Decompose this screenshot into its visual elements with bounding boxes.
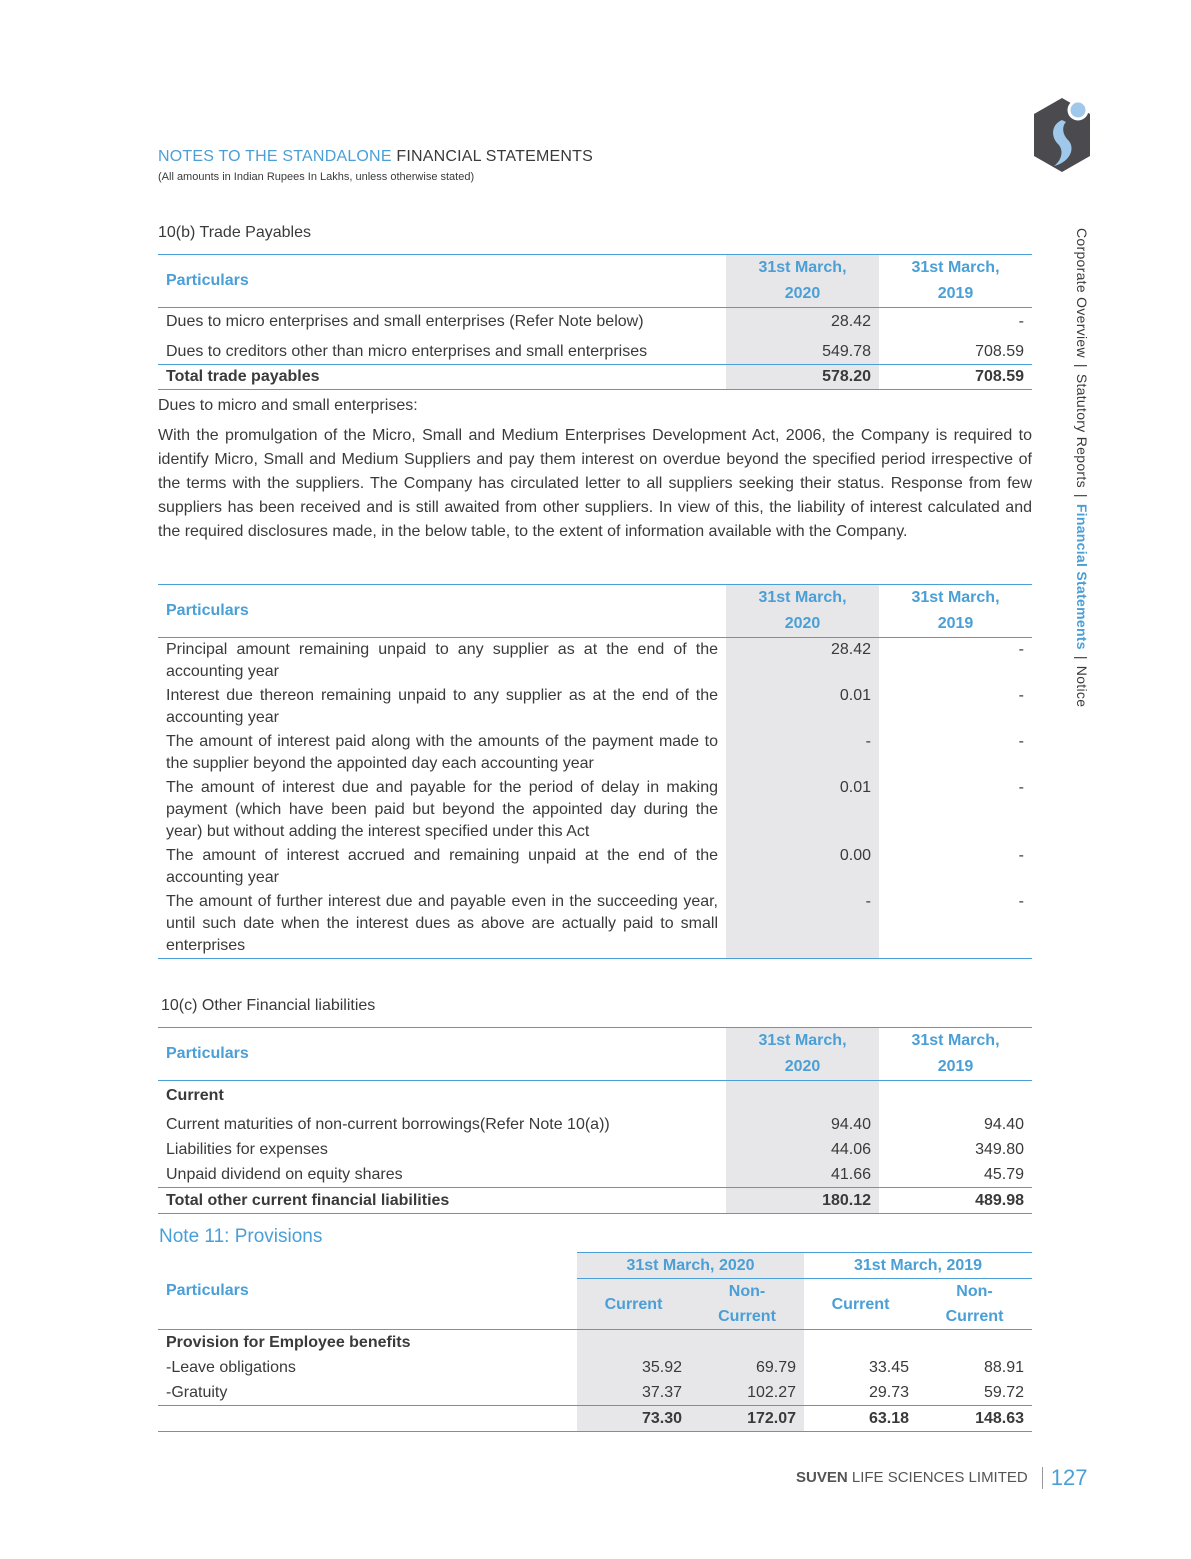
- row-value-2019: 349.80: [975, 1141, 1024, 1158]
- section-nav: [1074, 228, 1090, 707]
- total-row: [158, 1406, 1032, 1432]
- row-current-2020: 37.37: [577, 1380, 690, 1406]
- table-row: [158, 890, 1032, 959]
- col-2020-line2: 2020: [726, 1054, 879, 1081]
- nav-separator: |: [1074, 493, 1090, 498]
- row-value-2020: 549.78: [726, 334, 879, 365]
- row-label: Principal amount remaining unpaid to any supplier as at the end of the accounting year: [166, 641, 718, 680]
- table-row: [158, 1137, 1032, 1162]
- group-label: Provision for Employee benefits: [166, 1334, 411, 1351]
- col-particulars: Particulars: [158, 1253, 577, 1330]
- row-value-2020: 94.40: [726, 1108, 879, 1137]
- row-value-2019: -: [1018, 733, 1024, 750]
- row-value-2019: -: [1018, 313, 1024, 330]
- row-value-2019: -: [1018, 641, 1024, 658]
- row-value-2019: -: [1018, 893, 1024, 910]
- row-current-2020: 35.92: [577, 1355, 690, 1380]
- total-row: [158, 365, 1032, 390]
- row-noncurrent-2019: 88.91: [983, 1359, 1024, 1376]
- col-2019-line2: 2019: [937, 615, 974, 632]
- msme-paragraph: With the promulgation of the Micro, Small and Medium Enterprises Development Act, 2006, the Company is required to identify Micro, Small and Medium Suppliers and pay them interest on overdue beyond the specified period irrespective of the terms with the suppliers. The Company has circulated letter to all suppliers seeking their status. Response from few suppliers has been received and is still awaited from other suppliers. In view of this, the liability of interest calculated and the required disclosures made, in the below table, to the extent of information available with the Company.: [158, 427, 1032, 540]
- total-value-2020: 578.20: [726, 365, 879, 390]
- table-row: [158, 334, 1032, 365]
- table-row: [158, 1380, 1032, 1406]
- page-title: [158, 148, 593, 166]
- total-current-2019: 63.18: [868, 1410, 909, 1427]
- row-label: Dues to micro enterprises and small enterprises (Refer Note below): [166, 313, 644, 330]
- page-footer: [796, 1465, 1087, 1491]
- total-label: Total trade payables: [166, 368, 320, 385]
- row-value-2020: 44.06: [726, 1137, 879, 1162]
- col-2019-line2: 2019: [937, 1058, 974, 1075]
- row-label: The amount of interest accrued and remaining unpaid at the end of the accounting year: [166, 847, 718, 886]
- table-row: [158, 776, 1032, 844]
- row-value-2020: 28.42: [726, 638, 879, 685]
- col-particulars: Particulars: [158, 585, 726, 638]
- empty-cell: [917, 1330, 1032, 1356]
- row-value-2020: -: [726, 730, 879, 776]
- col-year-2019: 31st March, 2019: [804, 1253, 1032, 1279]
- other-financial-liabilities-table: [158, 1027, 1032, 1214]
- page-number: 127: [1050, 1465, 1088, 1490]
- row-value-2020: 0.00: [726, 844, 879, 890]
- trade-payables-table: [158, 254, 1032, 390]
- title-blue: NOTES TO THE STANDALONE: [158, 148, 392, 165]
- table-row: [158, 730, 1032, 776]
- row-label: Current maturities of non-current borrowings(Refer Note 10(a)): [166, 1116, 610, 1133]
- col-2019-line1: 31st March,: [911, 589, 1000, 606]
- nav-separator: |: [1074, 363, 1090, 368]
- col-2019-line2: 2019: [937, 285, 974, 302]
- title-dark: FINANCIAL STATEMENTS: [396, 148, 593, 165]
- group-label: Current: [166, 1087, 224, 1104]
- page-subtitle: (All amounts in Indian Rupees In Lakhs, unless otherwise stated): [158, 171, 475, 183]
- table-row: [158, 638, 1032, 685]
- footer-company-rest: LIFE SCIENCES LIMITED: [851, 1468, 1028, 1486]
- table-row: [158, 1108, 1032, 1137]
- table-header-row: [158, 1028, 1032, 1055]
- provisions-table: [158, 1252, 1032, 1432]
- msme-heading: Dues to micro and small enterprises:: [158, 397, 418, 414]
- row-value-2019: 45.79: [983, 1166, 1024, 1183]
- row-label: The amount of interest paid along with the amounts of the payment made to the supplier beyond the appointed day each accounting year: [166, 733, 718, 772]
- col-2019-line1: 31st March,: [911, 1032, 1000, 1049]
- row-noncurrent-2019: 59.72: [983, 1384, 1024, 1401]
- empty-cell: [577, 1330, 690, 1356]
- row-noncurrent-2020: 102.27: [690, 1380, 804, 1406]
- total-value-2020: 180.12: [726, 1188, 879, 1214]
- trade-payables-title: 10(b) Trade Payables: [158, 224, 311, 241]
- row-value-2019: 94.40: [983, 1116, 1024, 1133]
- empty-cell: [879, 1081, 1032, 1109]
- row-label: Unpaid dividend on equity shares: [166, 1166, 403, 1183]
- col-noncurrent-2020-line2: Current: [690, 1304, 804, 1330]
- provisions-title: Note 11: Provisions: [159, 1226, 323, 1247]
- total-current-2020: 73.30: [577, 1406, 690, 1432]
- row-value-2020: -: [726, 890, 879, 959]
- empty-cell: [804, 1330, 917, 1356]
- empty-cell: [726, 1081, 879, 1109]
- table-header-row: [158, 585, 1032, 612]
- col-2019-line1: 31st March,: [911, 259, 1000, 276]
- table-header-row: [158, 255, 1032, 282]
- nav-separator: |: [1074, 655, 1090, 660]
- row-noncurrent-2020: 69.79: [690, 1355, 804, 1380]
- col-2020-line2: 2020: [726, 281, 879, 308]
- row-value-2020: 28.42: [726, 308, 879, 335]
- col-current-2019: Current: [804, 1279, 917, 1330]
- suven-logo-icon: [1032, 96, 1092, 174]
- nav-notice[interactable]: Notice: [1074, 665, 1090, 708]
- row-value-2019: -: [1018, 847, 1024, 864]
- group-row: [158, 1081, 1032, 1109]
- table-row: [158, 308, 1032, 335]
- total-label-empty: [158, 1406, 577, 1432]
- row-label: -Gratuity: [166, 1384, 228, 1401]
- col-year-2020: 31st March, 2020: [577, 1253, 804, 1279]
- col-2020-line1: 31st March,: [726, 1028, 879, 1055]
- row-label: The amount of further interest due and payable even in the succeeding year, until such date when the interest dues as above are actually paid to small enterprises: [166, 893, 718, 954]
- nav-financial-statements[interactable]: Financial Statements: [1074, 503, 1090, 650]
- col-noncurrent-2019-line1: Non-: [956, 1283, 993, 1300]
- table-row: [158, 1355, 1032, 1380]
- col-noncurrent-2019-line2: Current: [917, 1304, 1032, 1330]
- col-particulars: Particulars: [158, 255, 726, 308]
- group-row: [158, 1330, 1032, 1356]
- row-label: Dues to creditors other than micro enterprises and small enterprises: [166, 343, 648, 360]
- row-label: Interest due thereon remaining unpaid to any supplier as at the end of the accounting year: [166, 687, 718, 726]
- table-row: [158, 1162, 1032, 1188]
- nav-corporate-overview[interactable]: Corporate Overview: [1074, 228, 1090, 358]
- col-2020-line2: 2020: [726, 611, 879, 638]
- total-value-2019: 489.98: [975, 1192, 1024, 1209]
- row-value-2019: -: [1018, 687, 1024, 704]
- row-value-2020: 41.66: [726, 1162, 879, 1188]
- total-noncurrent-2020: 172.07: [690, 1406, 804, 1432]
- msme-disclosure-table: [158, 584, 1032, 959]
- col-current-2020: Current: [577, 1279, 690, 1330]
- row-value-2020: 0.01: [726, 776, 879, 844]
- col-2020-line1: 31st March,: [726, 255, 879, 282]
- total-value-2019: 708.59: [975, 368, 1024, 385]
- col-particulars: Particulars: [158, 1028, 726, 1081]
- table-header-row: [158, 1253, 1032, 1279]
- table-row: [158, 684, 1032, 730]
- col-noncurrent-2020-line1: Non-: [690, 1279, 804, 1305]
- row-value-2019: 708.59: [975, 343, 1024, 360]
- nav-statutory-reports[interactable]: Statutory Reports: [1074, 373, 1090, 488]
- row-value-2019: -: [1018, 779, 1024, 796]
- row-current-2019: 29.73: [868, 1384, 909, 1401]
- footer-company-bold: SUVEN: [796, 1468, 848, 1486]
- other-financial-liabilities-title: 10(c) Other Financial liabilities: [161, 997, 376, 1014]
- row-label: The amount of interest due and payable for the period of delay in making payment (which have been paid but beyond the appointed day during the year) but without adding the interest specified under this Act: [166, 779, 718, 840]
- row-label: -Leave obligations: [166, 1359, 296, 1376]
- table-row: [158, 844, 1032, 890]
- total-label: Total other current financial liabilities: [166, 1192, 450, 1209]
- total-row: [158, 1188, 1032, 1214]
- row-label: Liabilities for expenses: [166, 1141, 328, 1158]
- total-noncurrent-2019: 148.63: [975, 1410, 1024, 1427]
- row-current-2019: 33.45: [868, 1359, 909, 1376]
- row-value-2020: 0.01: [726, 684, 879, 730]
- empty-cell: [690, 1330, 804, 1356]
- col-2020-line1: 31st March,: [726, 585, 879, 612]
- footer-divider: [1042, 1467, 1043, 1489]
